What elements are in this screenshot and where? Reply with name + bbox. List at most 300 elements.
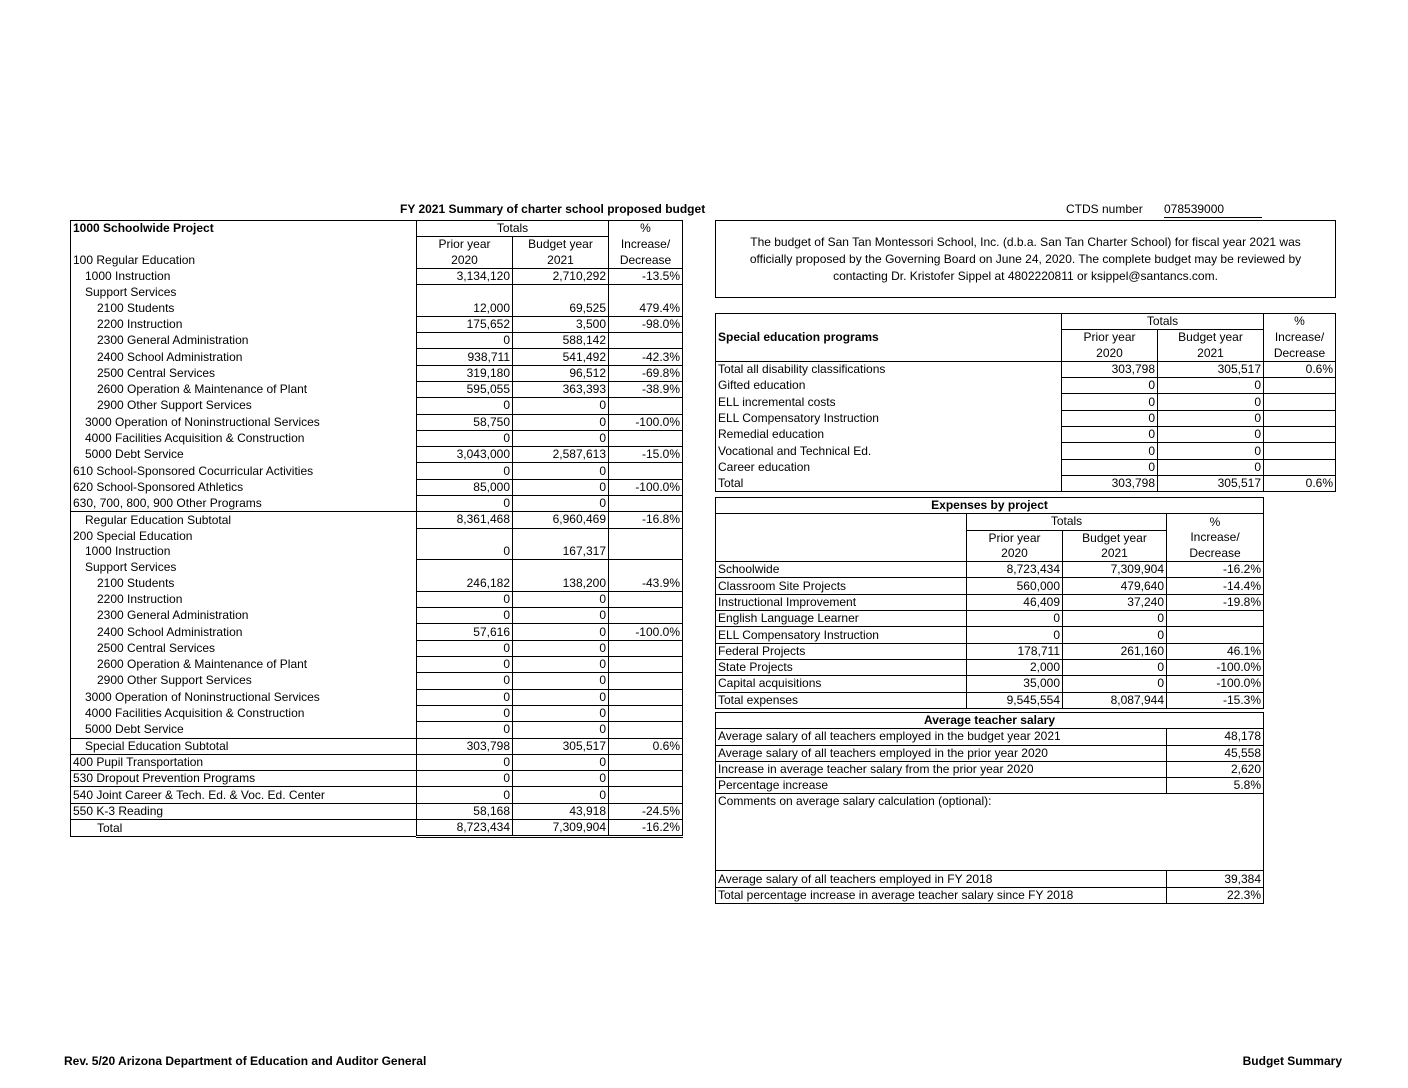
schoolwide-increase-label: Increase/ [609, 237, 683, 253]
budget-value: 305,517 [513, 738, 609, 754]
row-label: 5000 Debt Service [85, 722, 184, 737]
budget-value: 363,393 [513, 381, 609, 397]
prior-value: 0 [417, 463, 513, 479]
expenses-prior-label: Prior year [967, 530, 1063, 546]
special-ed-increase-label: Increase/ [1264, 330, 1336, 346]
row-label: 3000 Operation of Noninstructional Services [85, 414, 320, 429]
table-row [71, 803, 683, 819]
schoolwide-table [70, 220, 683, 838]
expenses-pct-header: % [1167, 514, 1264, 530]
expenses-totals-header: Totals [967, 514, 1167, 530]
budget-value: 541,492 [513, 349, 609, 365]
table-row [71, 349, 683, 365]
table-row [716, 427, 1336, 443]
table-row [71, 496, 683, 512]
table-row [71, 316, 683, 332]
table-row [71, 512, 683, 528]
pct-value [609, 333, 683, 349]
table-row [71, 608, 683, 624]
schoolwide-title: 1000 Schoolwide Project [73, 221, 214, 236]
table-row [716, 778, 1264, 794]
budget-value: 0 [513, 624, 609, 640]
row-label: 2200 Instruction [97, 316, 183, 331]
pct-value [1167, 627, 1264, 643]
expenses-container [715, 497, 1264, 709]
special-ed-table [715, 313, 1336, 492]
row-label: English Language Learner [716, 611, 967, 627]
pct-value [609, 771, 683, 787]
table-row [716, 459, 1336, 475]
budget-value: 167,317 [513, 544, 609, 560]
comments-row [716, 794, 1264, 871]
row-label: 540 Joint Career & Tech. Ed. & Voc. Ed. Center [71, 787, 417, 803]
table-row [71, 333, 683, 349]
pct-value: 0.6% [609, 738, 683, 754]
expenses-budget-year: 2021 [1063, 546, 1167, 562]
prior-value: 8,723,434 [417, 819, 513, 836]
footer-right: Budget Summary [1242, 1054, 1342, 1068]
prior-value: 46,409 [967, 594, 1063, 610]
row-label: ELL incremental costs [718, 394, 836, 409]
row-label: Special Education Subtotal [71, 738, 417, 754]
budget-value: 0 [513, 787, 609, 803]
row-label: 4000 Facilities Acquisition & Construction [85, 706, 305, 721]
prior-value: 303,798 [417, 738, 513, 754]
row-label: Schoolwide [716, 562, 967, 578]
pct-value: -100.0% [1167, 676, 1264, 692]
budget-value: 138,200 [513, 576, 609, 592]
budget-value: 305,517 [1158, 361, 1264, 377]
table-row [71, 819, 683, 836]
row-label: Federal Projects [716, 643, 967, 659]
table-row [71, 705, 683, 721]
pct-value: -42.3% [609, 349, 683, 365]
row-label: ELL Compensatory Instruction [716, 627, 967, 643]
prior-value: 0 [417, 689, 513, 705]
row-label: 400 Pupil Transportation [71, 754, 417, 770]
row-label: 2400 School Administration [97, 624, 243, 639]
schoolwide-table-container [70, 220, 683, 838]
pct-value: -100.0% [609, 624, 683, 640]
statement-box [715, 220, 1336, 298]
row-label: 1000 Instruction [85, 269, 171, 284]
prior-value: 0 [1062, 394, 1158, 410]
pct-value [609, 640, 683, 656]
row-label: Total all disability classifications [718, 362, 886, 377]
prior-value: 0 [417, 333, 513, 349]
prior-value: 0 [417, 430, 513, 446]
pct-value [609, 285, 683, 301]
table-row [71, 576, 683, 592]
row-label: 2300 General Administration [97, 608, 249, 623]
special-ed-title: Special education programs [718, 330, 879, 345]
table-row [71, 447, 683, 463]
statement-text: The budget of San Tan Montessori School, Inc. (d.b.a. San Tan Charter School) for fiscal year 2021 was officially proposed by the Governing Board on June 24, 2020. The complete budget may be reviewed by contacting Dr. Kristofer Sippel at 4802220811 or ksippel@santancs.com. [749, 235, 1302, 283]
row-label: 200 Special Education [73, 528, 193, 543]
budget-value: 0 [513, 463, 609, 479]
prior-value: 0 [1062, 459, 1158, 475]
table-row [716, 361, 1336, 377]
salary-table [715, 712, 1264, 904]
table-row [716, 394, 1336, 410]
row-label: 2100 Students [97, 575, 175, 590]
special-ed-container [715, 313, 1336, 492]
budget-value: 8,087,944 [1063, 692, 1167, 708]
fy2018-label: Average salary of all teachers employed in FY 2018 [716, 871, 1167, 887]
prior-value: 58,168 [417, 803, 513, 819]
prior-value [417, 560, 513, 576]
pct-value [609, 754, 683, 770]
prior-value: 85,000 [417, 479, 513, 495]
pct-value [1264, 394, 1336, 410]
special-ed-decrease-label: Decrease [1264, 346, 1336, 362]
row-label: 2900 Other Support Services [97, 673, 252, 688]
row-value: 5.8% [1167, 778, 1264, 794]
row-label: 3000 Operation of Noninstructional Services [85, 689, 320, 704]
prior-value: 9,545,554 [967, 692, 1063, 708]
special-ed-prior-year: 2020 [1062, 346, 1158, 362]
budget-value: 0 [513, 657, 609, 673]
comments-label: Comments on average salary calculation (optional): [716, 794, 1264, 871]
budget-value: 0 [513, 479, 609, 495]
table-row [716, 887, 1264, 903]
pct-value: -100.0% [609, 479, 683, 495]
table-row [71, 689, 683, 705]
table-row [71, 754, 683, 770]
prior-value: 0 [417, 673, 513, 689]
row-label: 2200 Instruction [97, 591, 183, 606]
table-row [71, 381, 683, 397]
prior-value: 0 [417, 722, 513, 738]
table-row [71, 657, 683, 673]
pct-value [609, 528, 683, 544]
special-ed-totals-header: Totals [1062, 314, 1264, 330]
row-label: Capital acquisitions [716, 676, 967, 692]
table-row [71, 398, 683, 414]
table-row [71, 285, 683, 301]
row-label: Remedial education [718, 427, 825, 442]
pct-value: 0.6% [1264, 361, 1336, 377]
special-ed-prior-label: Prior year [1062, 330, 1158, 346]
prior-value: 595,055 [417, 381, 513, 397]
row-label: 100 Regular Education [73, 252, 196, 267]
budget-value [513, 560, 609, 576]
pct-value [609, 722, 683, 738]
budget-value: 0 [1063, 627, 1167, 643]
prior-value: 3,043,000 [417, 447, 513, 463]
row-label: Vocational and Technical Ed. [718, 443, 872, 458]
budget-value: 0 [513, 673, 609, 689]
pct-value: -16.8% [609, 512, 683, 528]
pct-value: -15.3% [1167, 692, 1264, 708]
row-label: 2900 Other Support Services [97, 398, 252, 413]
row-label: State Projects [716, 659, 967, 675]
prior-value: 0 [967, 611, 1063, 627]
table-row [71, 430, 683, 446]
footer-left: Rev. 5/20 Arizona Department of Education and Auditor General [64, 1054, 427, 1068]
prior-value: 560,000 [967, 578, 1063, 594]
budget-value: 0 [513, 754, 609, 770]
special-ed-budget-year: 2021 [1158, 346, 1264, 362]
special-ed-budget-label: Budget year [1158, 330, 1264, 346]
table-row [71, 365, 683, 381]
row-label: 2300 General Administration [97, 333, 249, 348]
row-label: 610 School-Sponsored Cocurricular Activities [73, 463, 314, 478]
row-label: 550 K-3 Reading [71, 803, 417, 819]
fy2018-value: 39,384 [1167, 871, 1264, 887]
prior-value: 35,000 [967, 676, 1063, 692]
pct-value [1264, 378, 1336, 394]
prior-value: 0 [417, 591, 513, 607]
special-ed-pct-header: % [1264, 314, 1336, 330]
pct-value [609, 496, 683, 512]
salary-container [715, 712, 1264, 904]
since2018-value: 22.3% [1167, 887, 1264, 903]
row-label: Instructional Improvement [716, 594, 967, 610]
budget-value: 0 [1158, 394, 1264, 410]
prior-value: 0 [417, 608, 513, 624]
table-row [716, 611, 1264, 627]
prior-year-cell: 2020 [417, 253, 513, 269]
table-row [716, 594, 1264, 610]
row-label: Gifted education [718, 378, 806, 393]
row-label: 2500 Central Services [97, 365, 216, 380]
row-label: Percentage increase [716, 778, 1167, 794]
schoolwide-prior-label: Prior year [417, 237, 513, 253]
pct-value: -16.2% [609, 819, 683, 836]
table-row [71, 771, 683, 787]
table-row [716, 562, 1264, 578]
budget-value: 6,960,469 [513, 512, 609, 528]
table-row [71, 624, 683, 640]
pct-value [609, 544, 683, 560]
budget-value: 0 [1063, 676, 1167, 692]
budget-value: 588,142 [513, 333, 609, 349]
prior-value: 0 [1062, 410, 1158, 426]
row-label: Classroom Site Projects [716, 578, 967, 594]
budget-value: 0 [513, 414, 609, 430]
table-row [71, 253, 683, 269]
budget-value: 0 [513, 689, 609, 705]
pct-value [1264, 410, 1336, 426]
pct-value: -15.0% [609, 447, 683, 463]
prior-value: 58,750 [417, 414, 513, 430]
prior-value: 8,361,468 [417, 512, 513, 528]
row-label: Average salary of all teachers employed in the prior year 2020 [716, 745, 1167, 761]
table-row [716, 475, 1336, 491]
table-row [716, 745, 1264, 761]
expenses-budget-label: Budget year [1063, 530, 1167, 546]
table-row [71, 787, 683, 803]
budget-value: 43,918 [513, 803, 609, 819]
row-label: 630, 700, 800, 900 Other Programs [73, 495, 262, 510]
budget-value: 0 [513, 591, 609, 607]
row-value: 48,178 [1167, 729, 1264, 745]
table-row [71, 722, 683, 738]
row-label: ELL Compensatory Instruction [718, 410, 879, 425]
prior-value: 0 [417, 640, 513, 656]
row-label: Support Services [85, 285, 177, 300]
budget-value: 0 [513, 398, 609, 414]
budget-value: 0 [1063, 659, 1167, 675]
pct-value [1264, 443, 1336, 459]
pct-value: 46.1% [1167, 643, 1264, 659]
row-value: 2,620 [1167, 761, 1264, 777]
pct-value: -13.5% [609, 268, 683, 284]
prior-value: 0 [417, 544, 513, 560]
pct-value [1264, 427, 1336, 443]
budget-value: 261,160 [1063, 643, 1167, 659]
prior-value: 0 [417, 787, 513, 803]
expenses-increase-label: Increase/ [1167, 530, 1264, 546]
pct-value [609, 673, 683, 689]
table-row [71, 560, 683, 576]
row-label: 620 School-Sponsored Athletics [73, 479, 244, 494]
table-row [716, 578, 1264, 594]
pct-value [609, 608, 683, 624]
pct-value: -38.9% [609, 381, 683, 397]
expenses-decrease-label: Decrease [1167, 546, 1264, 562]
row-label: 2600 Operation & Maintenance of Plant [97, 657, 308, 672]
row-label: 2500 Central Services [97, 640, 216, 655]
pct-value [609, 657, 683, 673]
prior-value: 0 [967, 627, 1063, 643]
pct-value [1167, 611, 1264, 627]
prior-value: 0 [417, 754, 513, 770]
prior-value: 0 [417, 496, 513, 512]
budget-value: 0 [513, 640, 609, 656]
budget-value: 0 [513, 430, 609, 446]
table-row [716, 627, 1264, 643]
pct-value [1264, 459, 1336, 475]
ctds-label: CTDS number [1066, 202, 1143, 216]
pct-value: -100.0% [609, 414, 683, 430]
budget-value: 7,309,904 [513, 819, 609, 836]
prior-value: 319,180 [417, 365, 513, 381]
page-title: FY 2021 Summary of charter school proposed budget [400, 202, 706, 216]
pct-value [609, 689, 683, 705]
pct-value [609, 463, 683, 479]
table-row [71, 544, 683, 560]
schoolwide-pct-header: % [609, 221, 683, 237]
prior-value: 303,798 [1062, 475, 1158, 491]
budget-value: 0 [513, 496, 609, 512]
budget-value: 479,640 [1063, 578, 1167, 594]
table-row [716, 871, 1264, 887]
prior-value: 8,723,434 [967, 562, 1063, 578]
decrease-cell: Decrease [609, 253, 683, 269]
table-row [71, 300, 683, 316]
pct-value [609, 560, 683, 576]
table-row [716, 659, 1264, 675]
pct-value: -16.2% [1167, 562, 1264, 578]
row-label: 530 Dropout Prevention Programs [71, 771, 417, 787]
budget-value: 0 [1158, 378, 1264, 394]
budget-value: 0 [513, 722, 609, 738]
prior-value [417, 528, 513, 544]
pct-value: -43.9% [609, 576, 683, 592]
budget-value: 0 [1158, 427, 1264, 443]
row-label: 5000 Debt Service [85, 447, 184, 462]
row-label: 2400 School Administration [97, 349, 243, 364]
pct-value: -14.4% [1167, 578, 1264, 594]
row-label: Total expenses [716, 692, 967, 708]
budget-value [513, 528, 609, 544]
budget-value: 0 [513, 705, 609, 721]
table-row [716, 643, 1264, 659]
prior-value: 0 [417, 705, 513, 721]
prior-value [417, 285, 513, 301]
pct-value [609, 430, 683, 446]
table-row [71, 591, 683, 607]
row-label: Total [718, 475, 744, 490]
table-row [71, 414, 683, 430]
pct-value [609, 591, 683, 607]
row-label: Average salary of all teachers employed in the budget year 2021 [716, 729, 1167, 745]
table-row [71, 268, 683, 284]
pct-value [609, 705, 683, 721]
prior-value: 0 [1062, 427, 1158, 443]
table-row [71, 640, 683, 656]
pct-value: -69.8% [609, 365, 683, 381]
table-row [71, 528, 683, 544]
table-row [71, 479, 683, 495]
budget-value: 0 [1158, 410, 1264, 426]
table-row [71, 738, 683, 754]
prior-value: 57,616 [417, 624, 513, 640]
row-label: Regular Education Subtotal [71, 512, 417, 528]
row-label: Support Services [85, 560, 177, 575]
row-label: Total [71, 819, 417, 836]
row-value: 45,558 [1167, 745, 1264, 761]
prior-value: 2,000 [967, 659, 1063, 675]
row-label: Increase in average teacher salary from the prior year 2020 [716, 761, 1167, 777]
prior-value: 178,711 [967, 643, 1063, 659]
budget-value: 0 [1158, 459, 1264, 475]
budget-value: 0 [1063, 611, 1167, 627]
row-label: 2100 Students [97, 300, 175, 315]
budget-value: 69,525 [513, 300, 609, 316]
budget-value: 37,240 [1063, 594, 1167, 610]
prior-value: 175,652 [417, 316, 513, 332]
table-row [716, 443, 1336, 459]
budget-value: 0 [513, 608, 609, 624]
budget-value: 0 [1158, 443, 1264, 459]
expenses-title: Expenses by project [716, 498, 1264, 514]
pct-value: -100.0% [1167, 659, 1264, 675]
row-label: Career education [718, 459, 811, 474]
prior-value: 3,134,120 [417, 268, 513, 284]
prior-value: 0 [1062, 378, 1158, 394]
schoolwide-budget-label: Budget year [513, 237, 609, 253]
table-row [716, 729, 1264, 745]
pct-value: -98.0% [609, 316, 683, 332]
budget-value [513, 285, 609, 301]
row-label: 2600 Operation & Maintenance of Plant [97, 382, 308, 397]
since2018-label: Total percentage increase in average teacher salary since FY 2018 [718, 887, 1074, 902]
table-row [716, 378, 1336, 394]
budget-value: 3,500 [513, 316, 609, 332]
prior-value: 938,711 [417, 349, 513, 365]
budget-value: 96,512 [513, 365, 609, 381]
table-row [716, 676, 1264, 692]
budget-value: 2,587,613 [513, 447, 609, 463]
pct-value [609, 398, 683, 414]
table-row [716, 692, 1264, 708]
budget-year-cell: 2021 [513, 253, 609, 269]
pct-value: -19.8% [1167, 594, 1264, 610]
row-label: 1000 Instruction [85, 544, 171, 559]
